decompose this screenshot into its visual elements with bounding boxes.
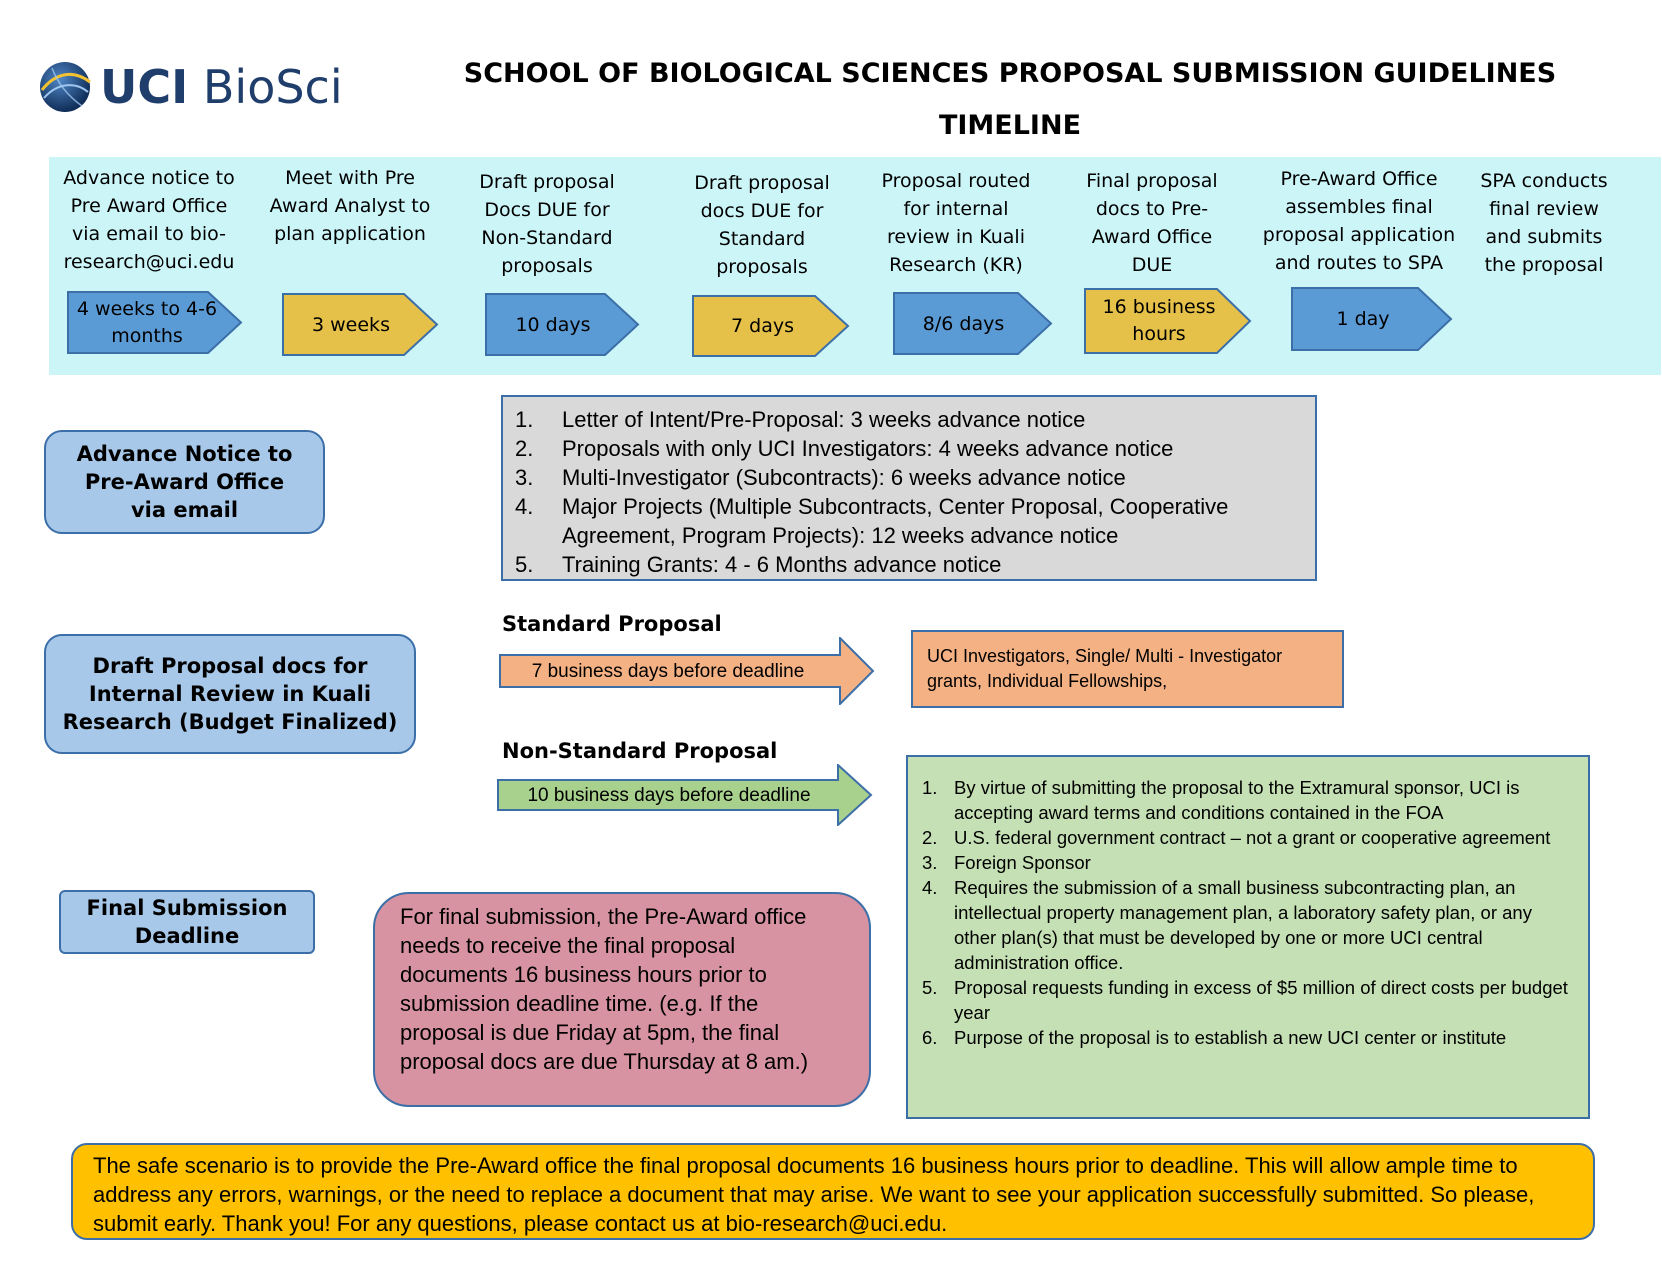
timeline-step-6: Final proposal docs to Pre-Award Office DUE <box>1086 170 1218 276</box>
timeline-step-4: Draft proposal docs DUE for Standard proposals <box>694 172 830 278</box>
duration-label-5: 8/6 days <box>922 312 1005 335</box>
list-item: 5. Proposal requests funding in excess of $5 million of direct costs per budget year <box>922 977 1568 1023</box>
standard-deadline-label: 7 business days before deadline <box>531 660 805 682</box>
timeline-step-1: Advance notice to Pre Award Office via email to bio-research@uci.edu <box>63 167 235 273</box>
list-item: 2. Proposals with only UCI Investigators: 4 weeks advance notice <box>515 436 1174 461</box>
timeline-step-3: Draft proposal Docs DUE for Non-Standard proposals <box>479 171 615 277</box>
duration-label-1: 4 weeks to 4-6 months <box>76 298 218 347</box>
duration-label-4: 7 days <box>731 314 794 337</box>
list-item: 1. By virtue of submitting the proposal to the Extramural sponsor, UCI is accepting award terms and conditions contained in the FOA <box>922 777 1520 823</box>
non-standard-proposal-heading: Non-Standard Proposal <box>502 739 778 763</box>
draft-proposal-label <box>44 634 416 754</box>
draft-proposal-label-text: Draft Proposal docs for Internal Review in Kuali Research (Budget Finalized) <box>62 654 398 734</box>
duration-label-7: 1 day <box>1336 307 1390 330</box>
uci-biosci-logo <box>38 58 378 118</box>
page-title: SCHOOL OF BIOLOGICAL SCIENCES PROPOSAL SUBMISSION GUIDELINES <box>463 58 1557 89</box>
logo-light-text: BioSci <box>188 60 343 114</box>
list-item: 2. U.S. federal government contract – not a grant or cooperative agreement <box>922 827 1551 848</box>
non-standard-deadline-label: 10 business days before deadline <box>527 784 811 806</box>
page-subtitle: TIMELINE <box>938 110 1082 141</box>
list-item: 5. Training Grants: 4 - 6 Months advance notice <box>515 552 1002 577</box>
timeline-step-7: Pre-Award Office assembles final proposal application and routes to SPA <box>1262 168 1456 274</box>
list-item: 4. Requires the submission of a small business subcontracting plan, an intellectual property management plan, a laboratory safety plan, or any other plan(s) that must be developed by one or more UCI central administration office. <box>922 877 1532 973</box>
logo-bold-text: UCI <box>100 60 189 114</box>
advance-notice-list-box <box>501 395 1317 581</box>
list-item: 3. Multi-Investigator (Subcontracts): 6 weeks advance notice <box>515 465 1126 490</box>
standard-proposal-heading: Standard Proposal <box>502 612 722 636</box>
non-standard-criteria-list <box>922 775 1574 1050</box>
timeline-step-2: Meet with Pre Award Analyst to plan application <box>269 167 431 245</box>
duration-label-3: 10 days <box>515 313 591 336</box>
globe-logo-icon <box>38 60 92 114</box>
logo-wordmark <box>100 60 343 114</box>
standard-proposal-detail: UCI Investigators, Single/ Multi - Investigator grants, Individual Fellowships, <box>911 630 1344 708</box>
duration-label-6: 16 business hours <box>1102 296 1216 345</box>
safe-scenario-note: The safe scenario is to provide the Pre-Award office the final proposal documents 16 business hours prior to deadline. This will allow ample time to address any errors, warnings, or the need to replace a document that may arise. We want to see your application successfully submitted. So please, submit early. Thank you! For any questions, please contact us at bio-research@uci.edu. <box>71 1143 1595 1240</box>
timeline-step-5: Proposal routed for internal review in Kuali Research (KR) <box>881 170 1031 276</box>
final-submission-note: For final submission, the Pre-Award office needs to receive the final proposal documents 16 business hours prior to submission deadline time. (e.g. If the proposal is due Friday at 5pm, the final proposal docs are due Thursday at 8 am.) <box>373 892 871 1107</box>
non-standard-criteria-box <box>906 755 1590 1119</box>
final-submission-label <box>59 890 315 954</box>
list-item: 3. Foreign Sponsor <box>922 852 1091 873</box>
duration-label-2: 3 weeks <box>312 313 390 336</box>
list-item: 4. Major Projects (Multiple Subcontracts, Center Proposal, Cooperative Agreement, Program Projects): 12 weeks advance notice <box>515 494 1229 548</box>
advance-notice-label <box>44 430 325 534</box>
timeline-step-8: SPA conducts final review and submits the proposal <box>1480 170 1608 276</box>
list-item: 6. Purpose of the proposal is to establish a new UCI center or institute <box>922 1027 1507 1048</box>
advance-notice-label-text: Advance Notice to Pre-Award Office via email <box>76 442 293 522</box>
advance-notice-list <box>515 405 1303 579</box>
final-submission-label-text: Final Submission Deadline <box>86 896 288 948</box>
list-item: 1. Letter of Intent/Pre-Proposal: 3 weeks advance notice <box>515 407 1086 432</box>
